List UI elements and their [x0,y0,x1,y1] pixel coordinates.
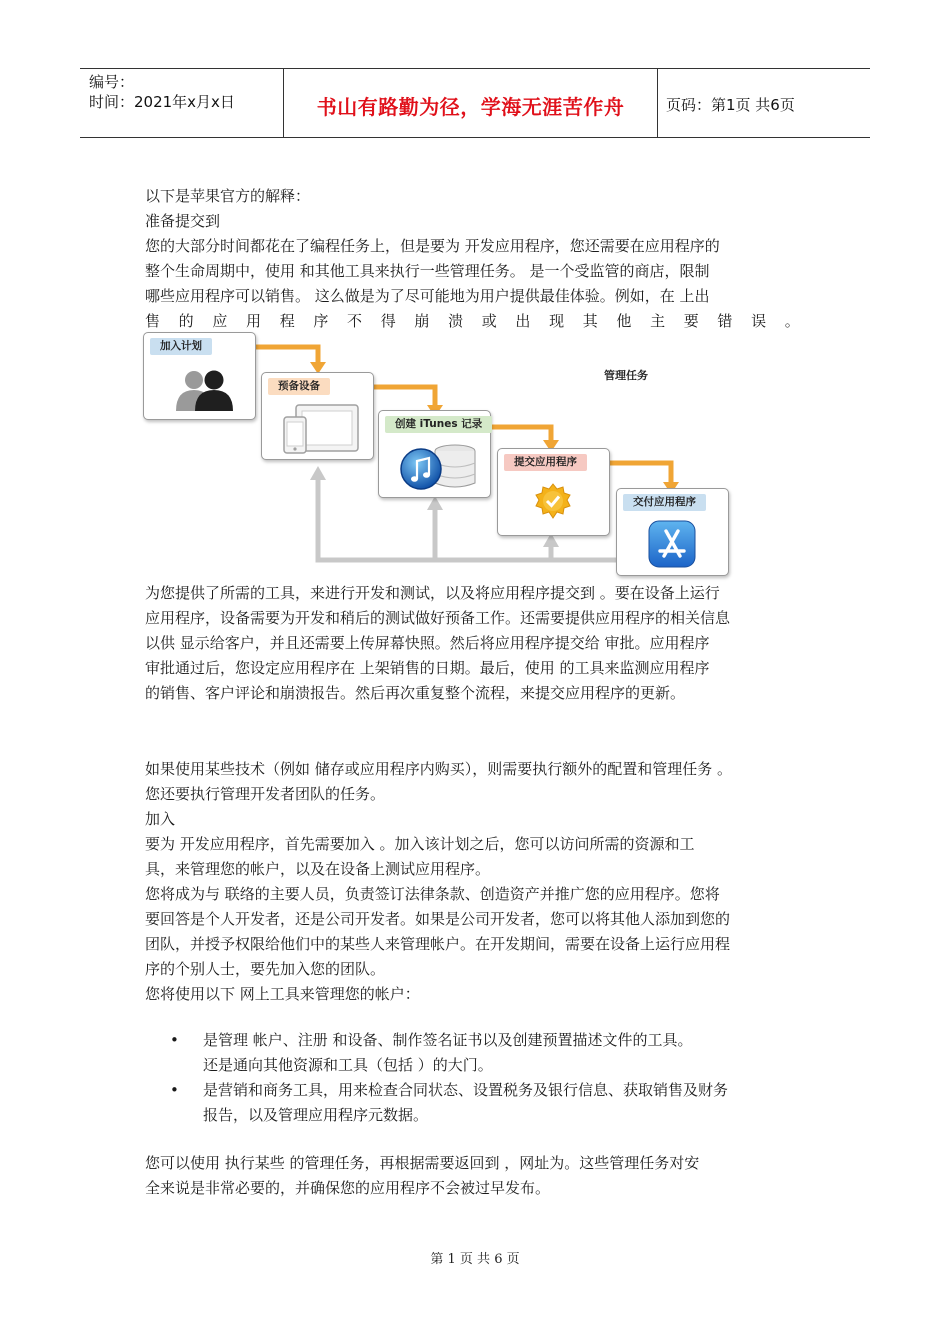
step-label: 提交应用程序 [504,454,587,471]
step-label: 创建 iTunes 记录 [385,416,492,433]
char: 错 [717,312,733,330]
body-line: 您将成为与 联络的主要人员，负责签订法律条款、创造资产并推广您的应用程序。您将 [145,885,720,903]
loop-arrowhead [427,496,443,510]
char: 不 [347,312,363,330]
char: 序 [313,312,329,330]
page-label: 页码：第1页 共6页 [666,96,795,114]
body-line: 如果使用某些技术（例如 储存或应用程序内购买），则需要执行额外的配置和管理任务 。 [145,760,733,778]
header-page-cell [657,69,870,137]
char: 其 [582,312,598,330]
number-label: 编号： [89,73,135,91]
char: 应 [212,312,228,330]
intro-line: 您的大部分时间都花在了编程任务上，但是要为 开发应用程序，您还需要在应用程序的 [145,237,720,255]
devices-icon [282,403,362,455]
loop-arrowhead [310,466,326,480]
step-label: 交付应用程序 [623,494,706,511]
char: 用 [246,312,262,330]
body-line: 加入 [145,810,176,828]
body-line: 您可以使用 执行某些 的管理任务，再根据需要返回到 ，网址为。这些管理任务对安 [145,1154,700,1172]
char: 得 [380,312,396,330]
itunes-icon [397,441,479,493]
step-line [610,463,671,484]
body-line: 要回答是个人开发者，还是公司开发者。如果是公司开发者，您可以将其他人添加到您的 [145,910,731,928]
time-label: 时间：2021年x月x日 [89,93,235,111]
step-line [256,347,318,364]
step-line [373,387,435,408]
body-line: 序的个别人士，要先加入您的团队。 [145,960,386,978]
intro-line: 准备提交到 [145,212,221,230]
step-submit-app [497,448,610,536]
step-join-program [143,332,256,420]
body-line: 团队，并授予权限给他们中的某些人来管理帐户。在开发期间，需要在设备上运行应用程 [145,935,731,953]
motto: 书山有路勤为径，学海无涯苦作舟 [316,95,625,119]
char: 。 [784,312,800,330]
char: 他 [616,312,632,330]
page-footer: 第 1 页 共 6 页 [430,1252,520,1267]
list-item [170,1078,728,1128]
tools-list [170,1028,728,1128]
workflow-diagram [143,332,733,578]
intro-justified-line [145,309,800,334]
step-line [491,427,551,442]
char: 出 [515,312,531,330]
intro-line: 以下是苹果官方的解释： [145,187,311,205]
char: 的 [178,312,194,330]
body-line: 您还要执行管理开发者团队的任务。 [145,785,386,803]
char: 主 [650,312,666,330]
body-line: 的销售、客户评论和崩溃报告。然后再次重复整个流程，来提交应用程序的更新。 [145,684,686,702]
char: 或 [481,312,497,330]
char: 现 [549,312,565,330]
intro-line: 哪些应用程序可以销售。 这么做是为了尽可能地为用户提供最佳体验。例如，在 上出 [145,287,710,305]
list-item-line: 报告，以及管理应用程序元数据。 [203,1106,429,1124]
step-deliver-app [616,488,729,576]
approval-badge-icon [534,483,572,521]
char: 崩 [414,312,430,330]
char: 要 [683,312,699,330]
bullet-marker: • [170,1031,179,1049]
list-item [170,1028,728,1078]
body-line: 应用程序，设备需要为开发和稍后的测试做好预备工作。还需要提供应用程序的相关信息 [145,609,731,627]
body-line: 具，来管理您的帐户，以及在设备上测试应用程序。 [145,860,491,878]
step-provision-devices [261,372,374,460]
step-label: 预备设备 [268,378,330,395]
list-item-line: 是营销和商务工具，用来检查合同状态、设置税务及银行信息、获取销售及财务 [203,1081,729,1099]
list-item-line: 是管理 帐户、注册 和设备、制作签名证书以及创建预置描述文件的工具。 [203,1031,693,1049]
intro-line: 整个生命周期中，使用 和其他工具来执行一些管理任务。 是一个受监管的商店，限制 [145,262,710,280]
page-header [80,68,870,138]
body-line: 要为 开发应用程序，首先需要加入 。加入该计划之后，您可以访问所需的资源和工 [145,835,695,853]
char: 程 [279,312,295,330]
header-motto-cell [283,69,658,137]
body-line: 以供 显示给客户，并且还需要上传屏幕快照。然后将应用程序提交给 审批。应用程序 [145,634,710,652]
body-line: 为您提供了所需的工具，来进行开发和测试，以及将应用程序提交到 。要在设备上运行 [145,584,720,602]
body-line: 审批通过后，您设定应用程序在 上架销售的日期。最后，使用 的工具来监测应用程序 [145,659,710,677]
char: 误 [751,312,767,330]
diagram-title: 管理任务 [604,369,648,382]
char: 溃 [448,312,464,330]
bullet-marker: • [170,1081,179,1099]
char: 售 [145,312,161,330]
app-store-icon [647,519,697,569]
header-meta-cell [80,69,283,137]
body-line: 全来说是非常必要的，并确保您的应用程序不会被过早发布。 [145,1179,551,1197]
body-line: 您将使用以下 网上工具来管理您的帐户： [145,985,420,1003]
list-item-line: 还是通向其他资源和工具（包括 ）的大门。 [203,1056,493,1074]
users-icon [174,369,236,411]
step-create-itunes-record [378,410,491,498]
step-label: 加入计划 [150,338,212,355]
